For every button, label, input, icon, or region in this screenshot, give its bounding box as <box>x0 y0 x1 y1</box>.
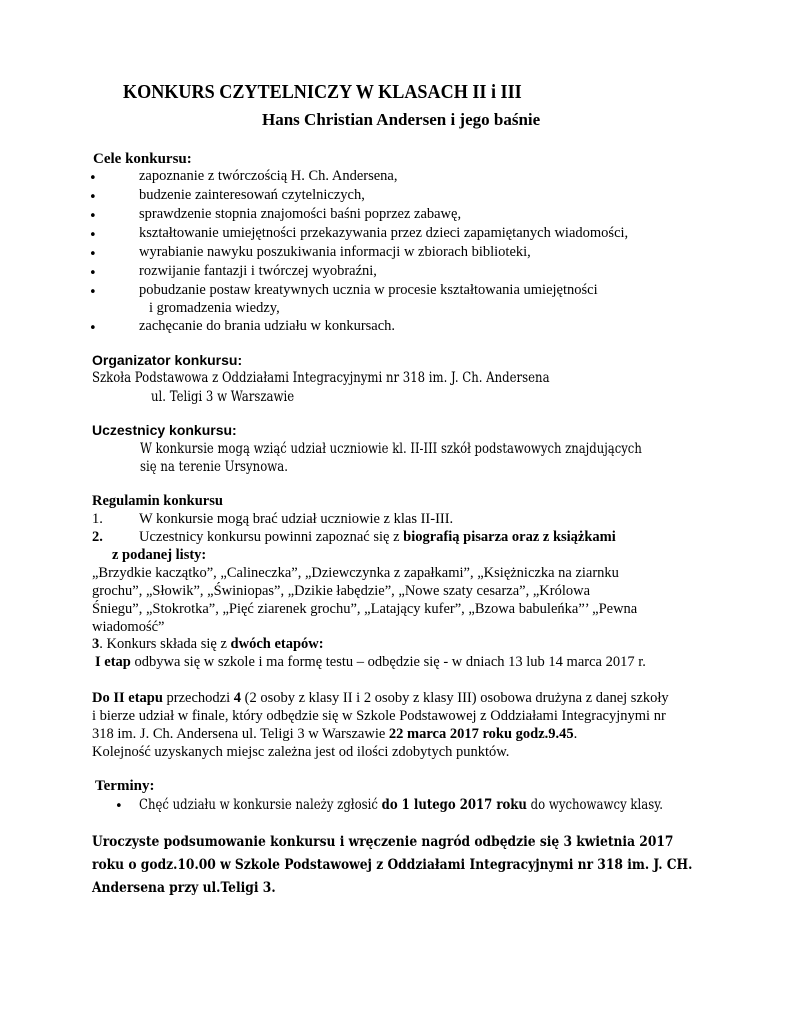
stage-two-line <box>92 690 669 707</box>
rule-text <box>139 529 616 546</box>
dates-heading: Terminy: <box>95 778 155 794</box>
rules-heading: Regulamin konkursu <box>92 493 223 509</box>
rule-text-bold: dwóch etapów: <box>230 636 324 652</box>
bullet-icon: • <box>89 266 97 281</box>
rule-text-part: . Konkurs składa się z <box>99 636 231 652</box>
summary-line: roku o godz.10.00 w Szkole Podstawowej z Oddziałami Integracyjnymi nr 318 im. J. CH. <box>92 857 693 873</box>
goal-item: wyrabianie nawyku poszukiwania informacji w zbiorach biblioteki, <box>139 244 531 260</box>
bullet-icon: • <box>89 247 97 262</box>
rule-text: W konkursie mogą brać udział uczniowie z klas II-III. <box>139 511 454 527</box>
stage-two-line <box>92 726 577 743</box>
deadline-date: do 1 lutego 2017 roku <box>381 797 527 813</box>
stage-two-line: i bierze udział w finale, który odbędzie się w Szkole Podstawowej z Oddziałami Integracyjnymi nr <box>92 708 666 724</box>
book-list-line: „Brzydkie kaczątko”, „Calineczka”, „Dziewczynka z zapałkami”, „Księżniczka na ziarnku <box>92 565 619 581</box>
document-title: KONKURS CZYTELNICZY W KLASACH II i III <box>123 82 522 103</box>
goal-item: zapoznanie z twórczością H. Ch. Andersena, <box>139 168 398 184</box>
stage-two-label: Do II etapu <box>92 690 163 706</box>
rule-text-bold: z podanej listy: <box>112 547 207 563</box>
rule-stages <box>92 636 324 653</box>
document-subtitle: Hans Christian Andersen i jego baśnie <box>262 110 541 129</box>
goal-item-continuation: i gromadzenia wiedzy, <box>149 300 280 316</box>
organizer-heading: Organizator konkursu: <box>92 352 243 368</box>
goal-item: sprawdzenie stopnia znajomości baśni poprzez zabawę, <box>139 206 462 222</box>
bullet-icon: • <box>89 228 97 243</box>
stage-two-text: 318 im. J. Ch. Andersena ul. Teligi 3 w Warszawie <box>92 726 389 742</box>
stage-two-line: Kolejność uzyskanych miejsc zależna jest od ilości zdobytych punktów. <box>92 744 510 760</box>
dates-item-text: do wychowawcy klasy. <box>526 797 663 813</box>
book-list-line: grochu”, „Słowik”, „Świniopas”, „Dzikie łabędzie”, „Nowe szaty cesarza”, „Królowa <box>92 583 591 599</box>
stage-two-text: przechodzi <box>162 690 234 706</box>
book-list-line: Śniegu”, „Stokrotka”, „Pięć ziarenek grochu”, „Latający kufer”, „Bzowa babuleńka”’ „Pewna <box>92 601 638 617</box>
goals-heading: Cele konkursu: <box>93 151 192 167</box>
organizer-address: ul. Teligi 3 w Warszawie <box>151 389 295 405</box>
bullet-icon: • <box>115 799 123 814</box>
book-list-line: wiadomość” <box>92 619 165 635</box>
participants-text: W konkursie mogą wziąć udział uczniowie kl. II-III szkół podstawowych znajdujących <box>140 441 642 457</box>
team-size: 4 <box>233 690 242 706</box>
goal-item: pobudzanie postaw kreatywnych ucznia w procesie kształtowania umiejętności <box>139 282 598 298</box>
final-date: 22 marca 2017 roku godz.9.45 <box>388 726 574 742</box>
rule-number: 1. <box>92 511 103 527</box>
stage-one-label: I etap <box>95 654 131 670</box>
bullet-icon: • <box>89 190 97 205</box>
stage-one <box>95 654 646 671</box>
stage-one-text: odbywa się w szkole i ma formę testu – odbędzie się - w dniach 13 lub 14 marca 2017 r. <box>130 654 646 670</box>
summary-line: Uroczyste podsumowanie konkursu i wręczenie nagród odbędzie się 3 kwietnia 2017 <box>92 834 674 850</box>
bullet-icon: • <box>89 321 97 336</box>
participants-text: się na terenie Ursynowa. <box>140 459 288 475</box>
goal-item: rozwijanie fantazji i twórczej wyobraźni, <box>139 263 377 279</box>
organizer-line: Szkoła Podstawowa z Oddziałami Integracyjnymi nr 318 im. J. Ch. Andersena <box>92 370 550 386</box>
goal-item: kształtowanie umiejętności przekazywania przez dzieci zapamiętanych wiadomości, <box>139 225 629 241</box>
goal-item: budzenie zainteresowań czytelniczych, <box>139 187 365 203</box>
rule-text-part: Uczestnicy konkursu powinni zapoznać się z <box>139 529 404 545</box>
rule-number: 3 <box>92 636 100 652</box>
summary-line: Andersena przy ul.Teligi 3. <box>92 880 276 896</box>
participants-heading: Uczestnicy konkursu: <box>92 422 237 438</box>
rule-number: 2. <box>92 529 103 545</box>
rule-text-bold: biografią pisarza oraz z książkami <box>403 529 616 545</box>
dates-item-text: Chęć udziału w konkursie należy zgłosić <box>139 797 382 813</box>
dates-item <box>139 797 663 813</box>
goal-item: zachęcanie do brania udziału w konkursach. <box>139 318 396 334</box>
bullet-icon: • <box>89 285 97 300</box>
stage-two-text: . <box>573 726 578 742</box>
bullet-icon: • <box>89 209 97 224</box>
stage-two-text: (2 osoby z klasy II i 2 osoby z klasy III) osobowa drużyna z danej szkoły <box>241 690 669 706</box>
bullet-icon: • <box>89 171 97 186</box>
